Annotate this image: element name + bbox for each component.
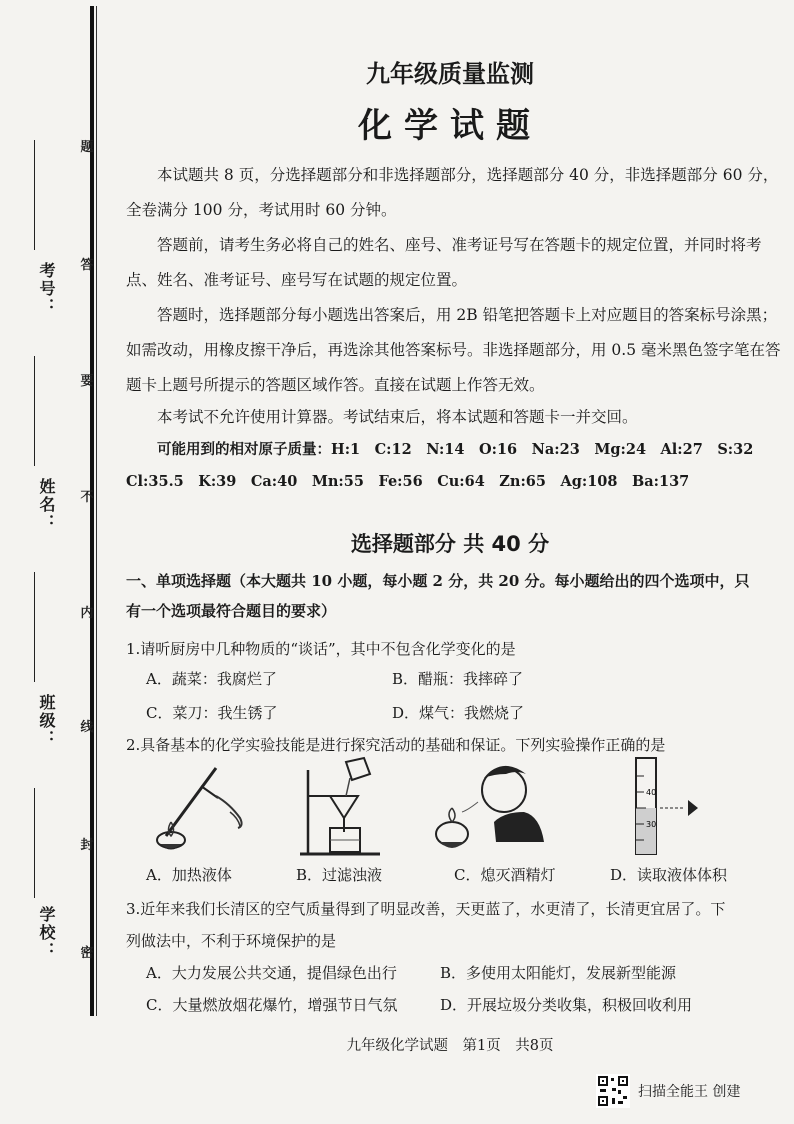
scale-mark: 30: [646, 820, 657, 829]
label-exam-number: 考号：: [37, 262, 56, 316]
seal-char: 密: [80, 946, 94, 961]
scanner-watermark-text: 扫描全能王 创建: [638, 1084, 741, 1100]
question-2-stem: 2.具备基本的化学实验技能是进行探究活动的基础和保证。下列实验操作正确的是: [126, 736, 666, 754]
label-class: 班级：: [37, 694, 56, 748]
question-3-stem-line1: 3.近年来我们长清区的空气质量得到了明显改善，天更蓝了，水更清了，长清更宜居了。下: [126, 900, 726, 918]
instruction-paragraph: 答题前，请考生务必将自己的姓名、座号、准考证号写在答题卡的规定位置，并同时将考点、姓名、准考证号、座号写在试题的规定位置。: [126, 236, 762, 289]
figure-heating-liquid: [146, 756, 256, 856]
instruction-paragraph: 本试题共 8 页，分选择题部分和非选择题部分，选择题部分 40 分，非选择题部分 60 分，全卷满分 100 分，考试用时 60 分钟。: [126, 166, 779, 219]
question-3-stem-line2: 列做法中，不利于环境保护的是: [126, 932, 337, 950]
part-instruction-line2: 有一个选项最符合题目的要求）: [126, 602, 337, 620]
instruction-paragraph: 本考试不允许使用计算器。考试结束后，将本试题和答题卡一并交回。: [157, 408, 638, 426]
fill-line-school: [34, 788, 35, 898]
question-3-option-a: A．大力发展公共交通，提倡绿色出行: [146, 964, 397, 982]
question-1-option-b: B．醋瓶：我摔碎了: [392, 670, 524, 688]
figure-caption-b: B．过滤浊液: [296, 866, 383, 884]
scanner-watermark: [596, 1074, 740, 1108]
question-3-option-c: C．大量燃放烟花爆竹，增强节日气氛: [146, 996, 398, 1014]
question-3-option-b: B．多使用太阳能灯，发展新型能源: [440, 964, 677, 982]
atomic-masses-line1: 可能用到的相对原子质量：H:1 C:12 N:14 O:16 Na:23 Mg:24 Al:27 S:32: [157, 441, 754, 458]
binding-line: [90, 6, 94, 1016]
question-1-stem: 1.请听厨房中几种物质的“谈话”，其中不包含化学变化的是: [126, 640, 516, 658]
fill-line-name: [34, 356, 35, 466]
label-name: 姓名：: [37, 478, 56, 532]
seal-char: 不: [80, 490, 94, 505]
label-school: 学校：: [37, 906, 56, 960]
figure-caption-c: C．熄灭酒精灯: [454, 866, 556, 884]
part-instruction-line1: 一、单项选择题（本大题共 10 小题，每小题 2 分，共 20 分。每小题给出的四个选项中，只: [126, 572, 750, 590]
binding-line-thin: [96, 6, 97, 1016]
page-footer: 九年级化学试题 第1页 共8页: [346, 1038, 554, 1054]
figure-reading-volume: [626, 756, 716, 856]
section-title: 选择题部分 共 40 分: [350, 532, 550, 556]
question-1-option-a: A．蔬菜：我腐烂了: [146, 670, 277, 688]
atomic-masses-line2: Cl:35.5 K:39 Ca:40 Mn:55 Fe:56 Cu:64 Zn:65 Ag:108 Ba:137: [126, 473, 690, 490]
instruction-paragraph: 答题时，选择题部分每小题选出答案后，用 2B 铅笔把答题卡上对应题目的答案标号涂黑；如需改动，用橡皮擦干净后，再选涂其他答案标号。非选择题部分，用 0.5 毫米黑色签字笔在答题卡上题号所提示的答题区域作答。直接在试题上作答无效。: [126, 306, 781, 394]
figure-caption-a: A．加热液体: [146, 866, 232, 884]
scale-mark: 40: [646, 788, 657, 797]
seal-char: 答: [80, 258, 94, 273]
question-1-option-c: C．菜刀：我生锈了: [146, 704, 278, 722]
fill-line-exam-number: [34, 140, 35, 250]
figure-caption-d: D．读取液体体积: [610, 866, 728, 884]
qr-code-icon: [596, 1074, 630, 1108]
seal-char: 要: [80, 374, 94, 389]
exam-subject: 化学试题: [358, 106, 542, 146]
seal-char: 封: [80, 838, 94, 853]
seal-char: 内: [80, 606, 94, 621]
question-1-option-d: D．煤气：我燃烧了: [392, 704, 525, 722]
seal-char: 线: [80, 720, 94, 735]
fill-line-class: [34, 572, 35, 682]
question-3-option-d: D．开展垃圾分类收集，积极回收利用: [440, 996, 693, 1014]
figure-blowing-lamp: [432, 756, 552, 856]
seal-char: 题: [80, 140, 94, 155]
exam-title: 九年级质量监测: [366, 60, 534, 88]
figure-filtering: [296, 756, 386, 856]
